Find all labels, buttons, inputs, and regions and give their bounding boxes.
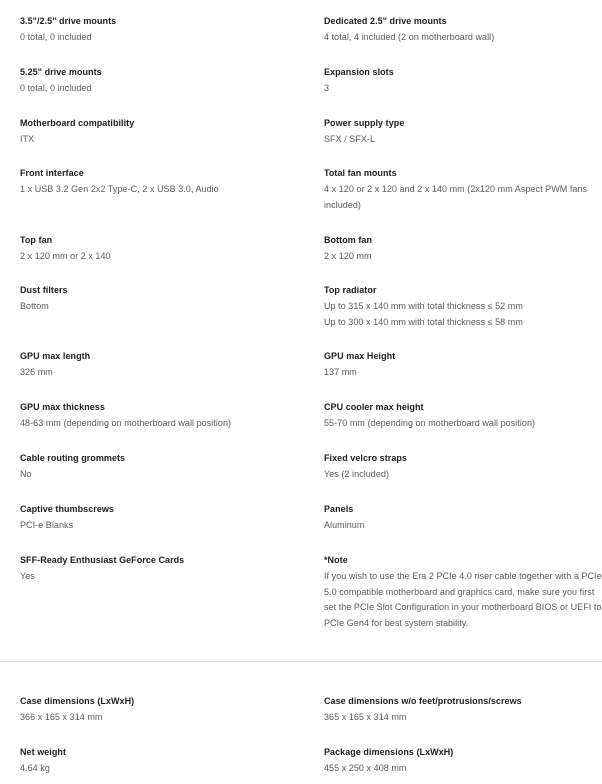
note-label: *Note	[324, 555, 348, 565]
spec-label: 3.5"/2.5" drive mounts	[20, 16, 117, 26]
spec-value: 2 x 120 mm or 2 x 140	[20, 251, 111, 261]
spec-gpu-max-length	[20, 350, 310, 381]
spec-value: ITX	[20, 134, 35, 144]
spec-value: 0 total, 0 included	[20, 32, 92, 42]
spec-gpu-max-height	[324, 350, 602, 381]
spec-label: Package dimensions (LxWxH)	[324, 747, 454, 757]
spec-value: SFX / SFX-L	[324, 134, 376, 144]
spec-label: GPU max length	[20, 351, 91, 361]
spec-label: Motherboard compatibility	[20, 118, 135, 128]
spec-label: Captive thumbscrews	[20, 504, 114, 514]
spec-total-fan-mounts	[324, 167, 602, 213]
spec-label: Top radiator	[324, 285, 377, 295]
spec-value: 137 mm	[324, 367, 357, 377]
spec-net-weight	[20, 746, 310, 777]
spec-label: Expansion slots	[324, 67, 394, 77]
spec-top-fan	[20, 234, 310, 265]
spec-value: Yes (2 included)	[324, 469, 390, 479]
spec-value: PCI-e Blanks	[20, 520, 74, 530]
spec-drive-mounts-525	[20, 66, 310, 97]
spec-value: No	[20, 469, 32, 479]
spec-label: Case dimensions w/o feet/protrusions/screws	[324, 696, 522, 706]
spec-front-interface	[20, 167, 310, 198]
spec-value: 0 total, 0 included	[20, 83, 92, 93]
spec-sff-ready-geforce-cards	[20, 554, 310, 585]
spec-bottom-fan	[324, 234, 602, 265]
spec-value: 326 mm	[20, 367, 53, 377]
spec-label: Bottom fan	[324, 235, 372, 245]
spec-value: 4.64 kg	[20, 763, 50, 773]
spec-motherboard-compatibility	[20, 117, 310, 148]
spec-label: Top fan	[20, 235, 53, 245]
spec-label: Front interface	[20, 168, 84, 178]
note-line: 5.0 compatible motherboard and graphics card, make sure you first	[324, 586, 595, 597]
spec-gpu-max-thickness	[20, 401, 310, 432]
spec-value-line: included)	[324, 199, 361, 210]
spec-label: Case dimensions (LxWxH)	[20, 696, 135, 706]
spec-value: 48-63 mm (depending on motherboard wall position)	[20, 418, 232, 428]
spec-value: 55-70 mm (depending on motherboard wall position)	[324, 418, 536, 428]
spec-label: GPU max thickness	[20, 402, 105, 412]
spec-case-dimensions	[20, 695, 310, 726]
spec-label: GPU max Height	[324, 351, 396, 361]
section-divider	[0, 661, 602, 662]
spec-value-line: Up to 315 x 140 mm with total thickness ≤ 52 mm	[324, 301, 523, 311]
spec-label: 5.25" drive mounts	[20, 67, 102, 77]
spec-case-dimensions-without-feet	[324, 695, 602, 726]
spec-label: Dedicated 2.5" drive mounts	[324, 16, 447, 26]
spec-value: 2 x 120 mm	[324, 251, 372, 261]
spec-cpu-cooler-max-height	[324, 401, 602, 432]
note-line: PCIe Gen4 for best system stability.	[324, 617, 469, 628]
spec-label: Total fan mounts	[324, 168, 397, 178]
spec-panels	[324, 503, 602, 534]
spec-value: 365 x 165 x 314 mm	[324, 712, 407, 722]
spec-expansion-slots	[324, 66, 602, 97]
spec-value	[324, 299, 602, 330]
spec-drive-mounts-35-25	[20, 15, 310, 46]
spec-value: Aluminum	[324, 520, 365, 530]
spec-label: SFF-Ready Enthusiast GeForce Cards	[20, 555, 185, 565]
spec-value: 455 x 250 x 408 mm	[324, 763, 407, 773]
note-text	[324, 569, 602, 631]
spec-top-radiator	[324, 284, 602, 330]
spec-value: 366 x 165 x 314 mm	[20, 712, 103, 722]
note-line: set the PCIe Slot Configuration in your motherboard BIOS or UEFI to	[324, 602, 602, 612]
spec-label: Fixed velcro straps	[324, 453, 407, 463]
spec-label: Net weight	[20, 747, 67, 757]
spec-value: Bottom	[20, 301, 49, 311]
spec-value: 1 x USB 3.2 Gen 2x2 Type-C, 2 x USB 3.0, Audio	[20, 184, 219, 194]
spec-label: Power supply type	[324, 118, 405, 128]
spec-label: CPU cooler max height	[324, 402, 424, 412]
spec-cable-routing-grommets	[20, 452, 310, 483]
spec-value: Yes	[20, 571, 35, 581]
spec-value	[324, 182, 602, 213]
note-line: If you wish to use the Era 2 PCIe 4.0 riser cable together with a PCIe	[324, 571, 602, 581]
spec-note	[324, 554, 602, 631]
spec-value: 3	[324, 83, 330, 93]
spec-package-dimensions	[324, 746, 602, 777]
spec-dust-filters	[20, 284, 310, 315]
spec-label: Panels	[324, 504, 354, 514]
spec-label: Dust filters	[20, 285, 68, 295]
spec-value-line: 4 x 120 or 2 x 120 and 2 x 140 mm (2x120 mm Aspect PWM fans	[324, 184, 588, 194]
spec-value-line: Up to 300 x 140 mm with total thickness ≤ 58 mm	[324, 316, 523, 327]
spec-captive-thumbscrews	[20, 503, 310, 534]
spec-dedicated-25-drive-mounts	[324, 15, 602, 46]
spec-label: Cable routing grommets	[20, 453, 126, 463]
spec-power-supply-type	[324, 117, 602, 148]
spec-value: 4 total, 4 included (2 on motherboard wall)	[324, 32, 495, 42]
spec-fixed-velcro-straps	[324, 452, 602, 483]
